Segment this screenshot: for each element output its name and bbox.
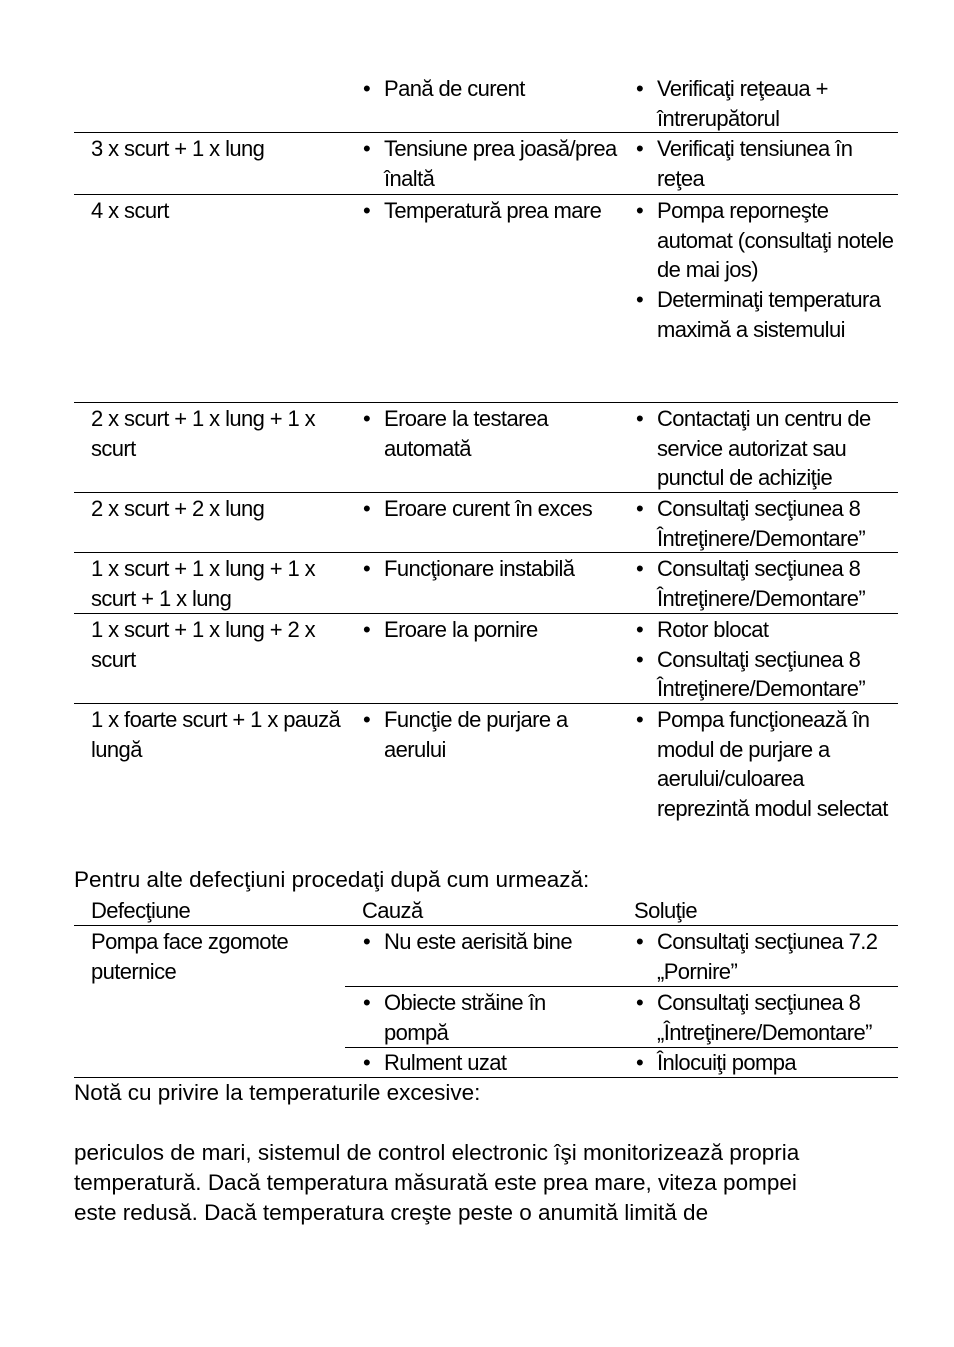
- note-heading: Notă cu privire la temperaturile excesive:: [74, 1080, 481, 1105]
- cause-cell: [363, 554, 618, 584]
- cause-cell: [363, 494, 618, 524]
- cause-item: • Nu este aerisită bine: [363, 927, 603, 957]
- note-line: este redusă. Dacă temperatura creşte peste o anumită limită de: [74, 1200, 709, 1225]
- cause-item: • Funcţie de purjare a aerului: [363, 705, 618, 764]
- blink-code: 2 x scurt + 2 x lung: [91, 496, 265, 521]
- solution-item: • Consultaţi secţiunea 8 Întreţinere/Demontare”: [636, 645, 898, 704]
- cause-cell: [363, 615, 618, 645]
- cause-item: • Temperatură prea mare: [363, 196, 618, 226]
- table-row: [74, 553, 898, 614]
- blink-code: 1 x scurt + 1 x lung + 1 x scurt + 1 x lung: [91, 556, 316, 611]
- solution-cell: [636, 927, 898, 986]
- cause-item: • Eroare curent în exces: [363, 494, 618, 524]
- solution-cell: [636, 705, 898, 824]
- table-row: [74, 133, 898, 195]
- column-header-solution: Soluţie: [634, 898, 698, 923]
- solution-item: • Verificaţi tensiunea în reţea: [636, 134, 898, 193]
- cause-cell: [363, 134, 618, 193]
- column-header-fault: Defecţiune: [91, 898, 191, 923]
- solution-cell: [636, 988, 898, 1047]
- solution-cell: [636, 404, 898, 493]
- solution-cell: [636, 615, 898, 704]
- note-line: temperatură. Dacă temperatura măsurată este prea mare, viteza pompei: [74, 1170, 797, 1195]
- solution-cell: [636, 1048, 898, 1078]
- solution-cell: [636, 134, 898, 193]
- cause-cell: [363, 1048, 603, 1078]
- cause-item: • Eroare la pornire: [363, 615, 618, 645]
- row-divider: [345, 986, 898, 987]
- other-faults-intro: Pentru alte defecţiuni procedaţi după cum urmează:: [74, 867, 590, 892]
- blink-code: 4 x scurt: [91, 198, 169, 223]
- blink-code: 3 x scurt + 1 x lung: [91, 136, 265, 161]
- blink-code: 2 x scurt + 1 x lung + 1 x scurt: [91, 406, 316, 461]
- cause-cell: [363, 988, 603, 1047]
- solution-item: • Consultaţi secţiunea 8 Întreţinere/Demontare”: [636, 554, 898, 613]
- cause-item: • Funcţionare instabilă: [363, 554, 618, 584]
- blink-code: 1 x scurt + 1 x lung + 2 x scurt: [91, 617, 316, 672]
- column-header-cause: Cauză: [362, 898, 423, 923]
- solution-item: • Pompa reporneşte automat (consultaţi notele de mai jos): [636, 196, 898, 285]
- cause-item: • Obiecte străine în pompă: [363, 988, 603, 1047]
- table-row: [74, 614, 898, 704]
- table-row: [74, 493, 898, 553]
- blink-code: 1 x foarte scurt + 1 x pauză lungă: [91, 707, 341, 762]
- cause-cell: [363, 927, 603, 957]
- table-row: [74, 73, 898, 133]
- solution-cell: [636, 74, 898, 133]
- solution-item: • Pompa funcţionează în modul de purjare a aerului/culoarea reprezintă modul selectat: [636, 705, 898, 824]
- cause-cell: [363, 404, 618, 463]
- solution-cell: [636, 494, 898, 553]
- note-line: periculos de mari, sistemul de control electronic îşi monitorizează propria: [74, 1140, 800, 1165]
- fault-cell: Pompa face zgomote puternice: [91, 929, 289, 984]
- solution-item: • Rotor blocat: [636, 615, 898, 645]
- solution-item: • Consultaţi secţiunea 7.2 „Pornire”: [636, 927, 898, 986]
- cause-item: • Pană de curent: [363, 74, 618, 104]
- solution-item: • Consultaţi secţiunea 8 „Întreţinere/Demontare”: [636, 988, 898, 1047]
- cause-item: • Tensiune prea joasă/prea înaltă: [363, 134, 618, 193]
- solution-item: • Contactaţi un centru de service autorizat sau punctul de achiziţie: [636, 404, 898, 493]
- table-row: [74, 704, 898, 854]
- cause-item: • Rulment uzat: [363, 1048, 603, 1078]
- solution-cell: [636, 196, 898, 345]
- table-row: [74, 403, 898, 493]
- table-row: [74, 195, 898, 403]
- cause-cell: [363, 74, 618, 104]
- solution-item: • Înlocuiţi pompa: [636, 1048, 898, 1078]
- cause-item: • Eroare la testarea automată: [363, 404, 618, 463]
- header-divider: [74, 925, 898, 926]
- solution-cell: [636, 554, 898, 613]
- cause-cell: [363, 196, 618, 226]
- cause-cell: [363, 705, 618, 764]
- solution-item: • Verificaţi reţeaua + întrerupătorul: [636, 74, 898, 133]
- solution-item: • Consultaţi secţiunea 8 Întreţinere/Demontare”: [636, 494, 898, 553]
- solution-item: • Determinaţi temperatura maximă a sistemului: [636, 285, 898, 344]
